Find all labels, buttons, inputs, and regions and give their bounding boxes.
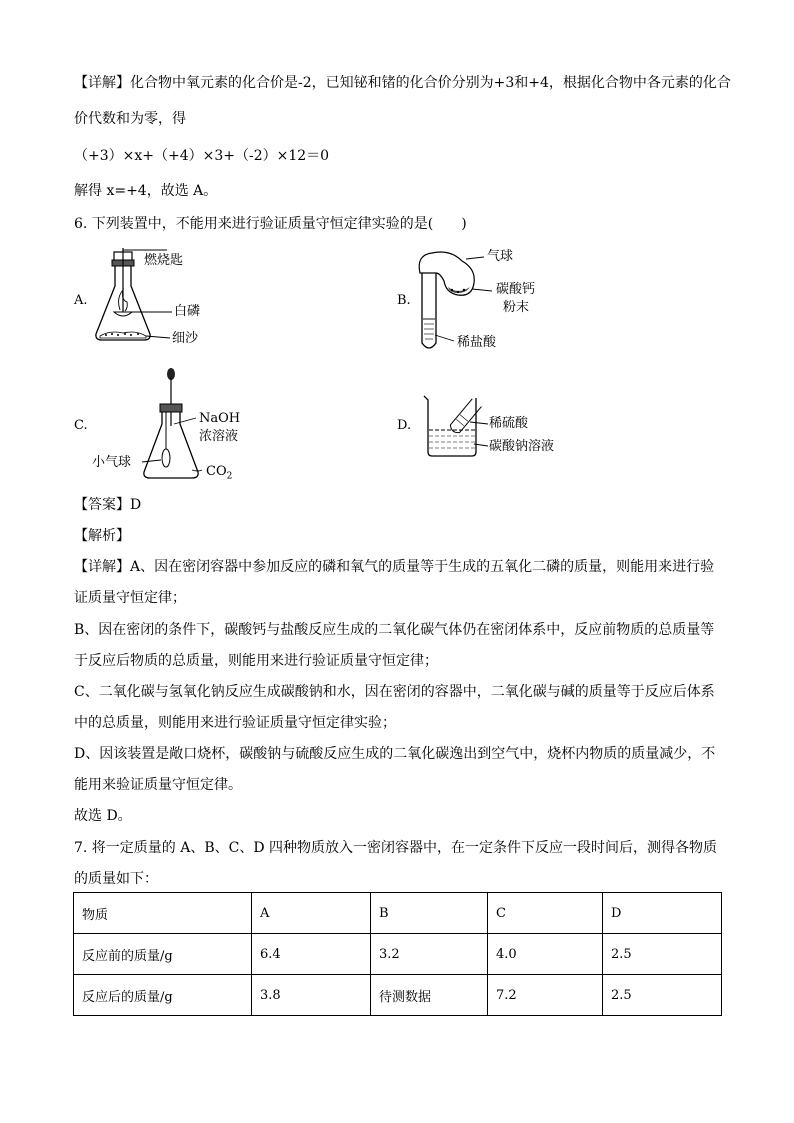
- table-cell: 反应后的质量/g: [74, 975, 252, 1016]
- answer-value: D: [130, 497, 142, 513]
- q6-detail-a-line-2: 证质量守恒定律；: [74, 590, 186, 606]
- table-cell: 4.0: [488, 934, 603, 975]
- option-d-label: D.: [397, 418, 412, 433]
- label-balloon: 气球: [487, 249, 514, 264]
- q6-detail-a-text: A、因在密闭容器中参加反应的磷和氧气的质量等于生成的五氧化二磷的质量，则能用来进行验: [130, 559, 715, 575]
- label-sodium-carbonate-solution: 碳酸钠溶液: [489, 439, 555, 454]
- label-small-balloon: 小气球: [92, 455, 132, 470]
- label-concentrated-solution: 浓溶液: [199, 429, 239, 444]
- q6-analysis-tag: [74, 526, 130, 546]
- table-cell: 6.4: [252, 934, 371, 975]
- option-d-beaker-figure: [418, 392, 498, 462]
- detail-tag: 【详解】: [74, 75, 130, 91]
- table-header-cell: D: [603, 893, 722, 934]
- q6-detail-c-line-1: C、二氧化碳与氢氧化钠反应生成碳酸钠和水，因在密闭的容器中，二氧化碳与碱的质量等于反应后体系: [74, 684, 715, 700]
- option-c-label: C.: [74, 418, 88, 433]
- label-dilute-h2so4: 稀硫酸: [489, 416, 529, 431]
- label-naoh: NaOH: [199, 411, 241, 426]
- q6-detail-a-line-1: [74, 557, 714, 577]
- q6-detail-b-line-2: 于反应后物质的总质量，则能用来进行验证质量守恒定律；: [74, 653, 438, 669]
- table-header-cell: 物质: [74, 893, 252, 934]
- label-spoon: 燃烧匙: [144, 253, 184, 268]
- label-dilute-hcl: 稀盐酸: [457, 335, 497, 350]
- q5-detail-line-2: 价代数和为零，得: [74, 111, 186, 127]
- label-co2-subscript: 2: [226, 471, 233, 482]
- table-cell: 3.2: [371, 934, 488, 975]
- table-header-cell: C: [488, 893, 603, 934]
- table-cell: 待测数据: [371, 975, 488, 1016]
- table-cell: 3.8: [252, 975, 371, 1016]
- table-header-cell: B: [371, 893, 488, 934]
- mass-table: [73, 892, 722, 1016]
- q5-conclusion: 解得 x=+4，故选 A。: [74, 183, 218, 199]
- q5-equation: （+3）×x+（+4）×3+（-2）×12＝0: [74, 148, 330, 164]
- table-row: [74, 934, 722, 975]
- label-co2: [206, 464, 232, 485]
- q7-stem-line-2: 的质量如下：: [74, 871, 158, 887]
- q5-detail-line-1: [74, 73, 731, 93]
- table-cell: 2.5: [603, 934, 722, 975]
- table-header-row: [74, 893, 722, 934]
- q5-detail-text-1: 化合物中氧元素的化合价是-2，已知铋和锗的化合价分别为+3和+4，根据化合物中各元素的化合: [130, 75, 731, 91]
- label-calcium-carbonate: 碳酸钙: [496, 282, 536, 297]
- answer-tag: 【答案】: [74, 497, 130, 513]
- q6-detail-b-line-1: B、因在密闭的条件下，碳酸钙与盐酸反应生成的二氧化碳气体仍在密闭体系中，反应前物质的总质量等: [74, 622, 715, 638]
- table-cell: 2.5: [603, 975, 722, 1016]
- label-fine-sand: 细沙: [172, 331, 199, 346]
- q6-stem: 6. 下列装置中，不能用来进行验证质量守恒定律实验的是( ): [74, 216, 467, 232]
- table-cell: 反应前的质量/g: [74, 934, 252, 975]
- q6-detail-c-line-2: 中的总质量，则能用来进行验证质量守恒定律实验；: [74, 715, 396, 731]
- detail-tag-q6: 【详解】: [74, 559, 130, 575]
- q6-answer: [74, 495, 141, 515]
- label-co2-base: CO: [206, 464, 227, 479]
- q7-stem-line-1: 7. 将一定质量的 A、B、C、D 四种物质放入一密闭容器中，在一定条件下反应一段时间后，测得各物质: [74, 840, 718, 856]
- option-a-label: A.: [74, 293, 88, 308]
- table-cell: 7.2: [488, 975, 603, 1016]
- option-b-label: B.: [397, 293, 411, 308]
- label-white-phosphorus: 白磷: [174, 304, 201, 319]
- table-header-cell: A: [252, 893, 371, 934]
- table-row: [74, 975, 722, 1016]
- q6-detail-d-line-2: 能用来验证质量守恒定律。: [74, 777, 242, 793]
- label-powder: 粉末: [503, 300, 530, 315]
- q6-detail-d-line-1: D、因该装置是敞口烧杯，碳酸钠与硫酸反应生成的二氧化碳逸出到空气中，烧杯内物质的质量减少，不: [74, 746, 716, 762]
- analysis-tag: 【解析】: [74, 528, 130, 544]
- q6-conclusion: 故选 D。: [74, 808, 132, 824]
